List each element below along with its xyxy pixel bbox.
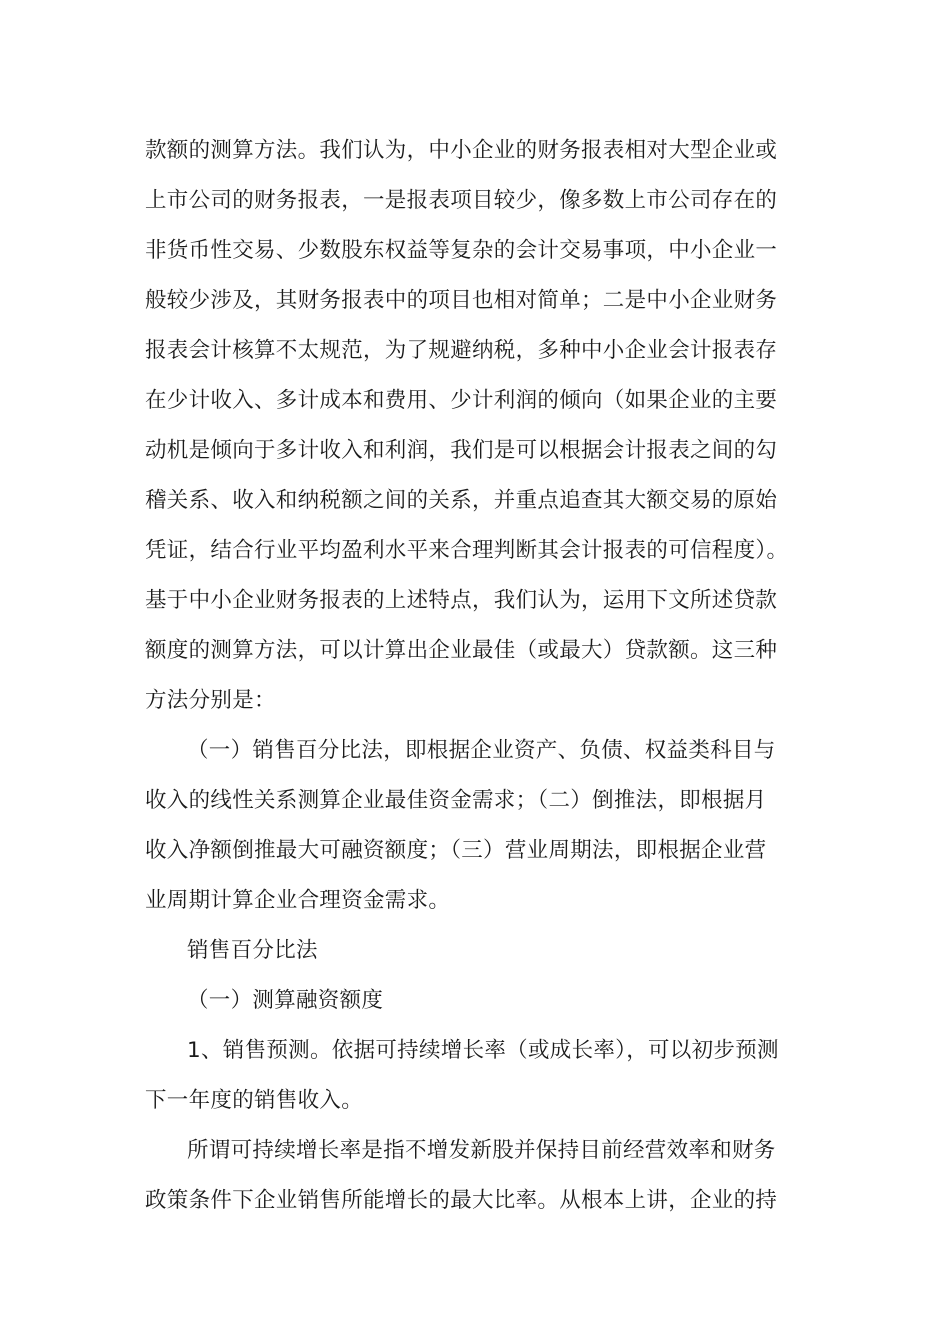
text-line: 上市公司的财务报表，一是报表项目较少，像多数上市公司存在的 xyxy=(145,188,778,213)
text-line: 方法分别是： xyxy=(145,688,276,713)
text-line: 收入的线性关系测算企业最佳资金需求；（二）倒推法，即根据月 xyxy=(145,788,767,813)
text-line: 政策条件下企业销售所能增长的最大比率。从根本上讲，企业的持 xyxy=(145,1188,778,1213)
text-line: 稽关系、收入和纳税额之间的关系，并重点追查其大额交易的原始 xyxy=(145,488,778,513)
text-line: 凭证，结合行业平均盈利水平来合理判断其会计报表的可信程度）。 xyxy=(145,538,789,563)
paragraph-first-line: （一）销售百分比法，即根据企业资产、负债、权益类科目与 xyxy=(187,738,776,763)
text-line: 在少计收入、多计成本和费用、少计利润的倾向（如果企业的主要 xyxy=(145,388,778,413)
text-line: 般较少涉及，其财务报表中的项目也相对简单；二是中小企业财务 xyxy=(145,288,778,313)
paragraph-first-line: 1、销售预测。依据可持续增长率（或成长率），可以初步预测 xyxy=(187,1038,779,1063)
paragraph-first-line: 所谓可持续增长率是指不增发新股并保持目前经营效率和财务 xyxy=(187,1138,776,1163)
text-line: 收入净额倒推最大可融资额度；（三）营业周期法，即根据企业营 xyxy=(145,838,767,863)
text-line: 报表会计核算不太规范，为了规避纳税，多种中小企业会计报表存 xyxy=(145,338,778,363)
text-line: 款额的测算方法。我们认为，中小企业的财务报表相对大型企业或 xyxy=(145,138,778,163)
text-line: 基于中小企业财务报表的上述特点，我们认为，运用下文所述贷款 xyxy=(145,588,778,613)
section-heading: 销售百分比法 xyxy=(187,938,318,963)
text-line: 动机是倾向于多计收入和利润，我们是可以根据会计报表之间的勾 xyxy=(145,438,778,463)
text-line: 业周期计算企业合理资金需求。 xyxy=(145,888,451,913)
text-line: 额度的测算方法，可以计算出企业最佳（或最大）贷款额。这三种 xyxy=(145,638,778,663)
text-line: 下一年度的销售收入。 xyxy=(145,1088,364,1113)
subsection-heading: （一）测算融资额度 xyxy=(187,988,384,1013)
text-line: 非货币性交易、少数股东权益等复杂的会计交易事项，中小企业一 xyxy=(145,238,778,263)
